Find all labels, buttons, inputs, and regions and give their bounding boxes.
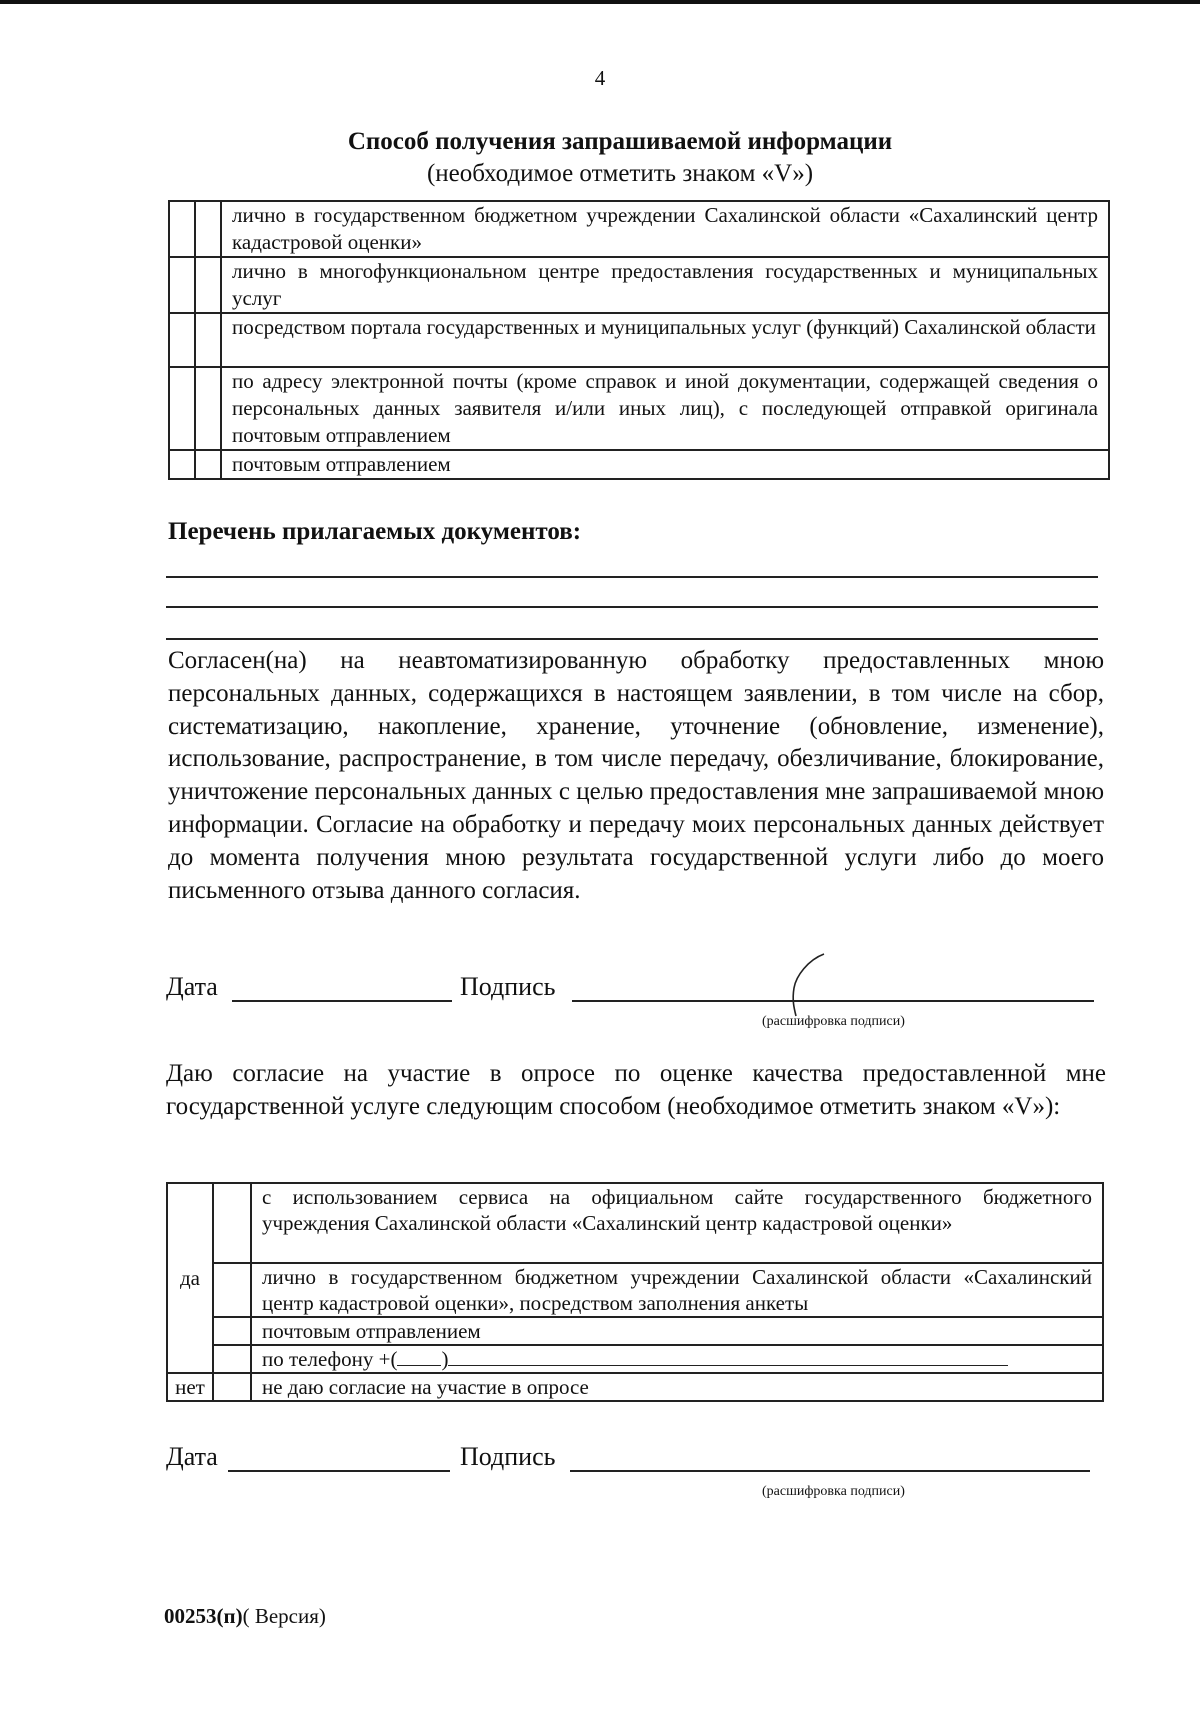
option-text: лично в государственном бюджетном учреждении Сахалинской области «Сахалинский центр кадастровой оценки», посредством заполнения анкеты (251, 1263, 1103, 1317)
checkbox-cell[interactable] (169, 367, 195, 450)
checkbox-cell[interactable] (195, 450, 221, 479)
page-top-border (0, 0, 1200, 4)
table-row (167, 1183, 1103, 1263)
option-text: не даю согласие на участие в опросе (251, 1373, 1103, 1401)
table-row (167, 1263, 1103, 1317)
date-label: Дата (166, 1442, 218, 1471)
signature-caption: (расшифровка подписи) (762, 1014, 905, 1029)
phone-suffix: ) (441, 1347, 449, 1371)
consent-paragraph: Согласен(на) на неавтоматизированную обработку предоставленных мною персональных данных, содержащихся в настоящем заявлении, в том числе на сбор, систематизацию, накопление, хранение, уточнение (обновление, изменение), использование, распространение, в том числе передачу, обезличивание, блокирование, уничтожение персональных данных с целью предоставления мне запрашиваемой мною информации. Согласие на обработку и передачу моих персональных данных действует до момента получения мною результата государственной услуги либо до моего письменного отзыва данного согласия. (168, 647, 1104, 904)
option-text: лично в многофункциональном центре предоставления государственных и муниципальных услуг (221, 257, 1109, 313)
documents-line-3[interactable] (166, 638, 1098, 640)
survey-intro: Даю согласие на участие в опросе по оценке качества предоставленной мне государственной услуге следующим способом (необходимое отметить знаком «V»): (166, 1060, 1106, 1120)
checkbox-cell[interactable] (195, 367, 221, 450)
checkbox-cell[interactable] (213, 1263, 251, 1317)
checkbox-cell[interactable] (213, 1317, 251, 1345)
documents-line-2[interactable] (166, 606, 1098, 608)
checkbox-cell[interactable] (213, 1183, 251, 1263)
date-field[interactable] (228, 1470, 450, 1472)
table-row (167, 1317, 1103, 1345)
checkbox-cell[interactable] (169, 257, 195, 313)
signature-caption: (расшифровка подписи) (762, 1484, 905, 1499)
checkbox-cell[interactable] (213, 1345, 251, 1373)
phone-number-field[interactable] (448, 1347, 1008, 1366)
document-footer (164, 1604, 326, 1629)
section-subtitle: (необходимое отметить знаком «V») (426, 160, 814, 187)
option-text: почтовым отправлением (221, 450, 1109, 479)
table-row (169, 367, 1109, 450)
page-number: 4 (594, 66, 606, 90)
checkbox-cell[interactable] (195, 201, 221, 257)
phone-prefix: по телефону +( (262, 1347, 398, 1371)
checkbox-cell[interactable] (213, 1373, 251, 1401)
table-row (169, 450, 1109, 479)
date-field[interactable] (232, 1000, 452, 1002)
checkbox-cell[interactable] (195, 313, 221, 367)
signature-field[interactable] (570, 1470, 1090, 1472)
delivery-method-table (168, 200, 1110, 480)
no-label: нет (167, 1373, 213, 1401)
table-row (169, 201, 1109, 257)
documents-line-1[interactable] (166, 576, 1098, 578)
signature-label: Подпись (460, 1442, 556, 1471)
checkbox-cell[interactable] (169, 450, 195, 479)
phone-code-field[interactable] (397, 1347, 441, 1366)
option-text: почтовым отправлением (251, 1317, 1103, 1345)
section-title: Способ получения запрашиваемой информации (347, 128, 893, 155)
checkbox-cell[interactable] (195, 257, 221, 313)
checkbox-cell[interactable] (169, 313, 195, 367)
survey-table (166, 1182, 1104, 1402)
document-version: ( Версия) (242, 1604, 326, 1628)
option-text: посредством портала государственных и муниципальных услуг (функций) Сахалинской области (221, 313, 1109, 367)
option-text: лично в государственном бюджетном учреждении Сахалинской области «Сахалинский центр кадастровой оценки» (221, 201, 1109, 257)
table-row (169, 257, 1109, 313)
document-code: 00253(п) (164, 1604, 243, 1628)
date-label: Дата (166, 972, 218, 1001)
option-text: по адресу электронной почты (кроме справок и иной документации, содержащей сведения о персональных данных заявителя и/или иных лиц), с последующей отправкой оригинала почтовым отправлением (221, 367, 1109, 450)
handwritten-signature-icon (786, 950, 846, 1020)
table-row (167, 1373, 1103, 1401)
signature-label: Подпись (460, 972, 556, 1001)
option-text: с использованием сервиса на официальном сайте государственного бюджетного учреждения Сахалинской области «Сахалинский центр кадастровой оценки» (251, 1183, 1103, 1263)
documents-heading: Перечень прилагаемых документов: (168, 518, 582, 545)
checkbox-cell[interactable] (169, 201, 195, 257)
yes-label: да (167, 1183, 213, 1373)
phone-option (251, 1345, 1103, 1373)
table-row (169, 313, 1109, 367)
table-row (167, 1345, 1103, 1373)
